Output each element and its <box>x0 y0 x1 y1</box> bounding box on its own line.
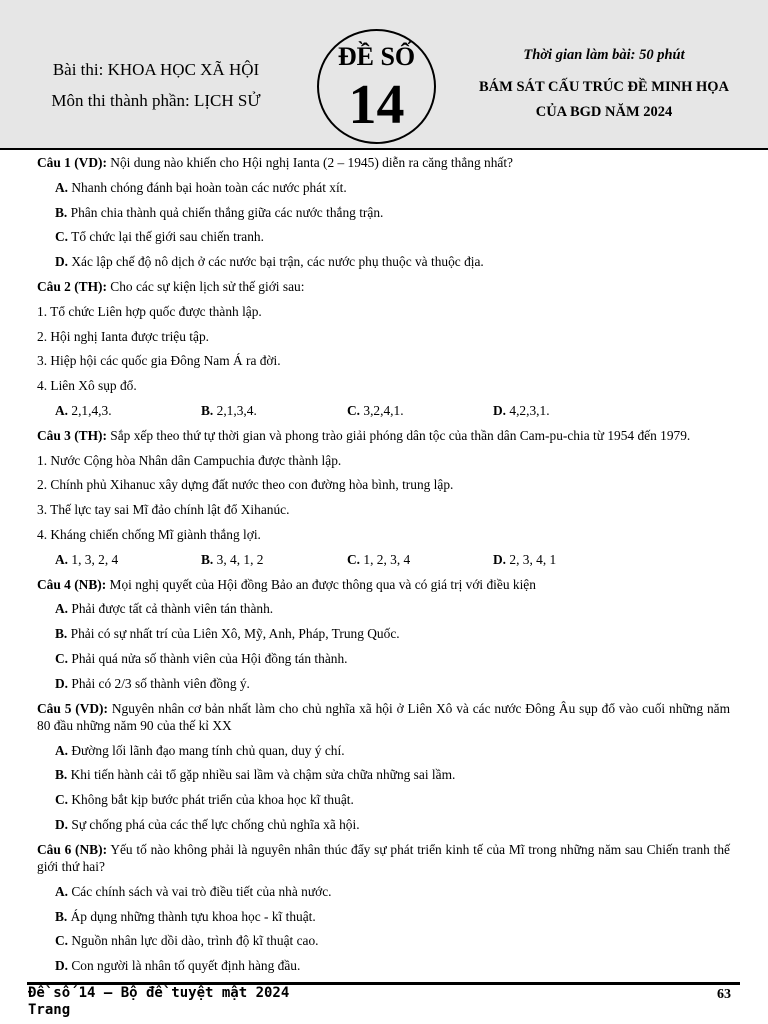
option-text: Áp dụng những thành tựu khoa học - kĩ thuật. <box>67 908 316 924</box>
option-c <box>37 789 730 814</box>
option-text: 1, 3, 2, 4 <box>68 551 119 567</box>
footer-title-line1: Đề số 14 – Bộ đề tuyệt mật 2024 <box>28 985 290 1001</box>
option-key: A. <box>55 742 69 758</box>
event-item: 2. Hội nghị Ianta được triệu tập. <box>37 328 210 344</box>
question-text: Cho các sự kiện lịch sử thế giới sau: <box>106 278 305 294</box>
option-key: B. <box>55 767 68 783</box>
option-key: B. <box>201 551 214 567</box>
question-label: Câu 2 (TH): <box>37 278 107 294</box>
option-d <box>37 673 730 698</box>
event-item: 4. Liên Xô sụp đổ. <box>37 378 137 394</box>
option-b <box>37 906 730 931</box>
options-row <box>37 400 730 425</box>
question-list <box>37 152 730 980</box>
question-3 <box>37 425 730 450</box>
option-key: C. <box>55 792 69 808</box>
option-key: D. <box>55 816 69 832</box>
question-6 <box>37 841 730 875</box>
question-label: Câu 1 (VD): <box>37 155 107 170</box>
exam-header <box>0 0 768 150</box>
question-label: Câu 5 (VD): <box>37 700 108 716</box>
option-text: Nhanh chóng đánh bại hoàn toàn các nước phát xít. <box>68 179 347 195</box>
option-text: Sự chống phá của các thế lực chống chủ nghĩa xã hội. <box>68 816 360 832</box>
option-b <box>37 623 730 648</box>
option-key: D. <box>55 675 69 691</box>
option-a <box>37 598 730 623</box>
option-text: 3, 4, 1, 2 <box>213 551 264 567</box>
exam-number: 14 <box>348 74 405 136</box>
option-text: Phải quá nửa số thành viên của Hội đồng tán thành. <box>68 650 348 666</box>
question-2 <box>37 276 730 301</box>
page-number: 63 <box>717 987 731 1002</box>
option-key: A. <box>55 601 69 617</box>
option-b <box>37 202 730 227</box>
question-text: Nội dung nào khiến cho Hội nghị Ianta (2 – 1945) diễn ra căng thẳng nhất? <box>106 155 513 170</box>
de-so-label: ĐỀ SỐ <box>337 42 416 71</box>
option-key: C. <box>347 551 361 567</box>
option-text: 2,1,4,3. <box>68 402 112 418</box>
option-c <box>37 226 730 251</box>
option-key: D. <box>55 958 69 974</box>
option-key: A. <box>55 883 69 899</box>
event-item: 1. Nước Cộng hòa Nhân dân Campuchia được thành lập. <box>37 452 342 468</box>
option-key: B. <box>55 626 68 642</box>
option-key: D. <box>493 551 507 567</box>
option-d <box>493 400 639 425</box>
question-text: Nguyên nhân cơ bản nhất làm cho chủ nghĩa xã hội ở Liên Xô và các nước Đông Âu sụp đổ vào cuối những năm 80 đầu những năm 90 của thế kỉ XX <box>37 700 730 733</box>
footer-title <box>28 985 328 1024</box>
event-item: 1. Tổ chức Liên hợp quốc được thành lập. <box>37 303 262 319</box>
option-key: C. <box>55 933 69 949</box>
option-text: Không bắt kịp bước phát triển của khoa học kĩ thuật. <box>68 792 354 808</box>
question-label: Câu 6 (NB): <box>37 841 108 857</box>
option-c <box>347 549 493 574</box>
option-text: 2, 3, 4, 1 <box>506 551 557 567</box>
option-text: Nguồn nhân lực dồi dào, trình độ kĩ thuật cao. <box>68 933 319 949</box>
subject-label: Môn thi thành phần: <box>51 91 195 110</box>
question-label: Câu 4 (NB): <box>37 576 107 592</box>
event-item: 3. Thế lực tay sai Mĩ đảo chính lật đổ Xihanúc. <box>37 502 290 518</box>
option-key: C. <box>55 229 69 245</box>
option-key: D. <box>493 402 507 418</box>
exam-title-line <box>20 60 292 80</box>
option-text: Khi tiến hành cải tổ gặp nhiều sai lầm và chậm sửa chữa những sai lầm. <box>67 767 456 783</box>
option-text: Phân chia thành quả chiến thắng giữa các nước thắng trận. <box>67 204 384 220</box>
option-key: C. <box>347 402 361 418</box>
event-item: 4. Kháng chiến chống Mĩ giành thắng lợi. <box>37 526 261 542</box>
option-c <box>347 400 493 425</box>
event-item: 3. Hiệp hội các quốc gia Đông Nam Á ra đời. <box>37 353 281 369</box>
option-key: A. <box>55 402 69 418</box>
option-text: Con người là nhân tố quyết định hàng đầu. <box>68 958 301 974</box>
option-a <box>37 881 730 906</box>
option-a <box>55 400 201 425</box>
option-a <box>37 177 730 202</box>
option-text: Phải có 2/3 số thành viên đồng ý. <box>68 675 250 691</box>
option-text: 3,2,4,1. <box>360 402 404 418</box>
subject-name: LỊCH SỬ <box>194 91 261 110</box>
footer-title-line2: Trang <box>28 1002 71 1018</box>
option-key: B. <box>201 402 214 418</box>
option-b <box>201 549 347 574</box>
option-key: C. <box>55 650 69 666</box>
option-b <box>37 764 730 789</box>
option-a <box>55 549 201 574</box>
option-text: Tổ chức lại thế giới sau chiến tranh. <box>68 229 264 245</box>
subject-line <box>20 91 292 111</box>
option-c <box>37 930 730 955</box>
exam-label: Bài thi: <box>52 60 108 79</box>
option-text: Phải có sự nhất trí của Liên Xô, Mỹ, Anh, Pháp, Trung Quốc. <box>67 626 400 642</box>
option-key: A. <box>55 179 69 195</box>
event-item: 2. Chính phủ Xihanuc xây dựng đất nước theo con đường hòa bình, trung lập. <box>37 477 454 493</box>
option-d <box>37 814 730 839</box>
structure-note-line1: BÁM SÁT CẤU TRÚC ĐỀ MINH HỌA <box>478 79 729 95</box>
question-5 <box>37 700 730 734</box>
option-text: Đường lối lãnh đạo mang tính chủ quan, duy ý chí. <box>68 742 345 758</box>
option-text: Xác lập chế độ nô dịch ở các nước bại trận, các nước phụ thuộc và thuộc địa. <box>68 254 484 270</box>
question-4 <box>37 574 730 599</box>
option-a <box>37 740 730 765</box>
question-label: Câu 3 (TH): <box>37 427 107 443</box>
option-c <box>37 648 730 673</box>
option-text: Các chính sách và vai trò điều tiết của nhà nước. <box>68 883 332 899</box>
exam-name: KHOA HỌC XÃ HỘI <box>107 60 260 79</box>
option-key: A. <box>55 551 69 567</box>
time-limit: Thời gian làm bài: 50 phút <box>523 47 685 63</box>
exam-number-badge <box>317 29 436 144</box>
option-key: D. <box>55 254 69 270</box>
question-1 <box>37 152 730 177</box>
question-text: Yếu tố nào không phải là nguyên nhân thúc đẩy sự phát triển kinh tế của Mĩ trong những năm sau Chiến tranh thế giới thứ hai? <box>37 841 731 874</box>
option-text: 1, 2, 3, 4 <box>360 551 411 567</box>
option-text: Phải được tất cả thành viên tán thành. <box>68 601 274 617</box>
option-d <box>37 955 730 980</box>
question-text: Mọi nghị quyết của Hội đồng Bảo an được thông qua và có giá trị với điều kiện <box>106 576 536 592</box>
option-text: 2,1,3,4. <box>213 402 257 418</box>
option-text: 4,2,3,1. <box>506 402 550 418</box>
option-key: B. <box>55 908 68 924</box>
option-d <box>493 549 639 574</box>
question-text: Sắp xếp theo thứ tự thời gian và phong trào giải phóng dân tộc của thần dân Cam-pu-chia từ 1954 đến 1979. <box>106 427 691 443</box>
option-key: B. <box>55 204 68 220</box>
option-d <box>37 251 730 276</box>
options-row <box>37 549 730 574</box>
option-b <box>201 400 347 425</box>
structure-note-line2: CỦA BGD NĂM 2024 <box>535 104 673 120</box>
